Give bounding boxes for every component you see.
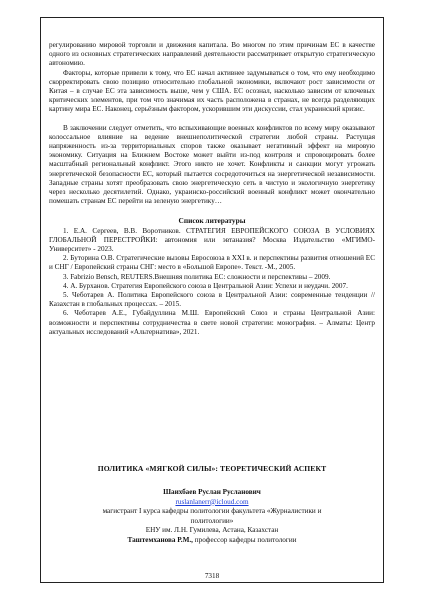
reference-item: 1. Е.А. Сергеев, В.В. Воротников. СТРАТЕГИЯ ЕВРОПЕЙСКОГО СОЮЗА В УСЛОВИЯХ ГЛОБАЛЬНОЙ ПЕРЕСТРОЙКИ: автономия или эвтаназия? Москва Издательство «МГИМО-Университет» - 2023. — [49, 226, 375, 254]
references-heading: Список литературы — [178, 216, 246, 226]
article-title: ПОЛИТИКА «МЯГКОЙ СИЛЫ»: ТЕОРЕТИЧЕСКИЙ АСПЕКТ — [97, 464, 327, 473]
author-email-link[interactable]: ruslanlanerr@icloud.com — [175, 497, 249, 506]
reference-item: 6. Чеботарев А.Е., Губайдуллина М.Ш. Европейский Союз и страны Центральной Азии: возможности и перспективы сотрудничества в свете новой стратегии: монография. – Алматы: Центр актуальных исследований «Альтернатива», 2021. — [49, 309, 375, 336]
reference-item: 2. Буторина О.В. Стратегические вызовы Евросоюза в XXI в. и перспективы развития отношений ЕС и СНГ / Европейский страны СНГ: место в «Большой Европе». Текст. -М., 2005. — [49, 254, 375, 272]
author-name: Шаихбаев Руслан Русланович — [163, 488, 261, 496]
supervisor-name: Таштемханова Р.М., — [127, 535, 193, 544]
author-university: ЕНУ им. Л.Н. Гумилева, Астана, Казахстан — [145, 526, 279, 535]
main-text — [49, 41, 375, 337]
supervisor-line — [49, 536, 375, 546]
paragraph-continuation: регулированию мировой торговли и движения капитала. Во многом по этим причинам ЕС в качестве одного из основных стратегических направлений деятельности рассматривает открытую стратегическую автономию. — [49, 41, 375, 68]
reference-item: 3. Fabrizio Bensch, REUTERS.Внешняя политика ЕС: сложности и перспективы – 2009. — [63, 272, 331, 281]
reference-item: 5. Чеботарев А. Политика Европейского союза в Центральной Азии: современные тенденции // Казахстан в глобальных процессах. – 2015. — [49, 291, 375, 309]
paragraph-conclusion: В заключении следует отметить, что вспыхивающие военных конфликтов по всему миру оказывают колоссальное влияние на ведение внешнеполитической стратегии любой страны. Растущая напряженность из-за территориальных споров также оказывает негативный эффект на мировую экономику. Ситуация на Ближнем Востоке может выйти из-под контроля и спровоцировать более масштабный региональный конфликт. Этого никто не хочет. Конфликты и санкции могут угрожать энергетической безопасности ЕС, который пытается сосредоточиться на энергетической независимости. Западные страны хотят преобразовать свою энергетическую сеть в чистую и экологичную энергетику через несколько десятилетий. Однако, украинско-российский военный конфликт может окончательно помешать странам ЕС перейти на зеленую энергетику… — [49, 123, 375, 206]
supervisor-role: профессор кафедры политологии — [192, 535, 297, 544]
author-affiliation-cont: политологии» — [190, 516, 234, 525]
author-block — [49, 488, 375, 546]
reference-item: 4. А. Бурханов. Стратегия Европейского союза в Центральной Азии: Успехи и неудачи. 2007. — [63, 281, 348, 290]
page-number: 7318 — [204, 572, 220, 580]
paragraph-factors: Факторы, которые привели к тому, что ЕС начал активнее задумываться о том, что ему необходимо скорректировать свою позицию относительно глобальной экономики, включают рост зависимости от Китая – в случае ЕС эта зависимость выше, чем у США. ЕС осознал, насколько зависим от ключевых критических элементов, при том что значимая их часть расположена в странах, не всегда разделяющих картину мира ЕС. Наконец, серьёзным фактором, ускорившим эти дискуссии, стал украинский кризис. — [49, 68, 375, 114]
author-affiliation: магистрант I курса кафедры политологии факультета «Журналистики и — [102, 507, 322, 516]
